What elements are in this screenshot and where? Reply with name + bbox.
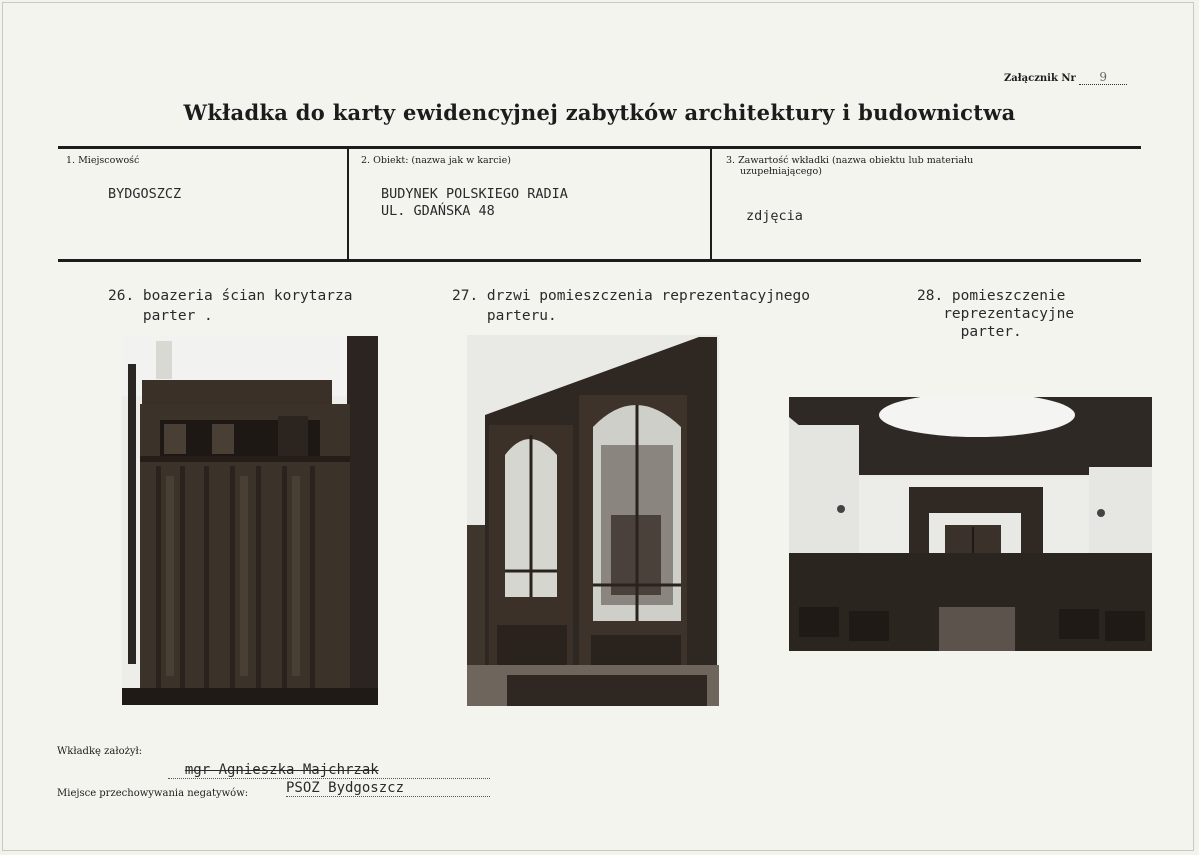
created-by-text: mgr Agnieszka Majchrzak [184,762,379,778]
content-label-line2: uzupełniającego) [740,166,822,177]
table-divider-1 [347,148,349,260]
object-label: 2. Obiekt: (nazwa jak w karcie) [361,155,511,166]
annex-number [1004,70,1127,85]
photo-3-caption-line3: parter. [917,324,1022,340]
content-label-line1: 3. Zawartość wkładki (nazwa obiektu lub materiału [726,155,974,166]
object-value-line1: BUDYNEK POLSKIEGO RADIA [381,186,568,202]
place-label: 1. Miejscowość [66,155,140,166]
negatives-location-label: Miejsce przechowywania negatywów: [57,788,249,799]
photo-representative-room [789,397,1152,651]
negatives-location-value: PSOZ Bydgoszcz [286,780,490,797]
photo-2-caption-line1: 27. drzwi pomieszczenia reprezentacyjnego [452,288,810,304]
photo-doors [467,335,719,706]
created-by-label: Wkładkę założył: [57,746,143,757]
place-value: BYDGOSZCZ [108,186,182,202]
annex-label: Załącznik Nr [1004,73,1076,84]
photo-wall-panelling [122,336,378,705]
page-title: Wkładka do karty ewidencyjnej zabytków architektury i budownictwa [183,100,1016,125]
table-bottom-rule [58,259,1141,262]
photo-3-caption-line1: 28. pomieszczenie [917,288,1066,304]
annex-number-value: 9 [1079,70,1127,85]
photo-1-caption-line1: 26. boazeria ścian korytarza [108,288,353,304]
created-by-value [168,746,490,779]
object-value-line2: UL. GDAŃSKA 48 [381,203,495,219]
photo-2-caption-line2: parteru. [452,308,557,324]
table-top-rule [58,146,1141,149]
content-value: zdjęcia [746,208,803,224]
table-divider-2 [710,148,712,260]
photo-1-caption-line2: parter . [108,308,213,324]
photo-3-caption-line2: reprezentacyjne [917,306,1075,322]
